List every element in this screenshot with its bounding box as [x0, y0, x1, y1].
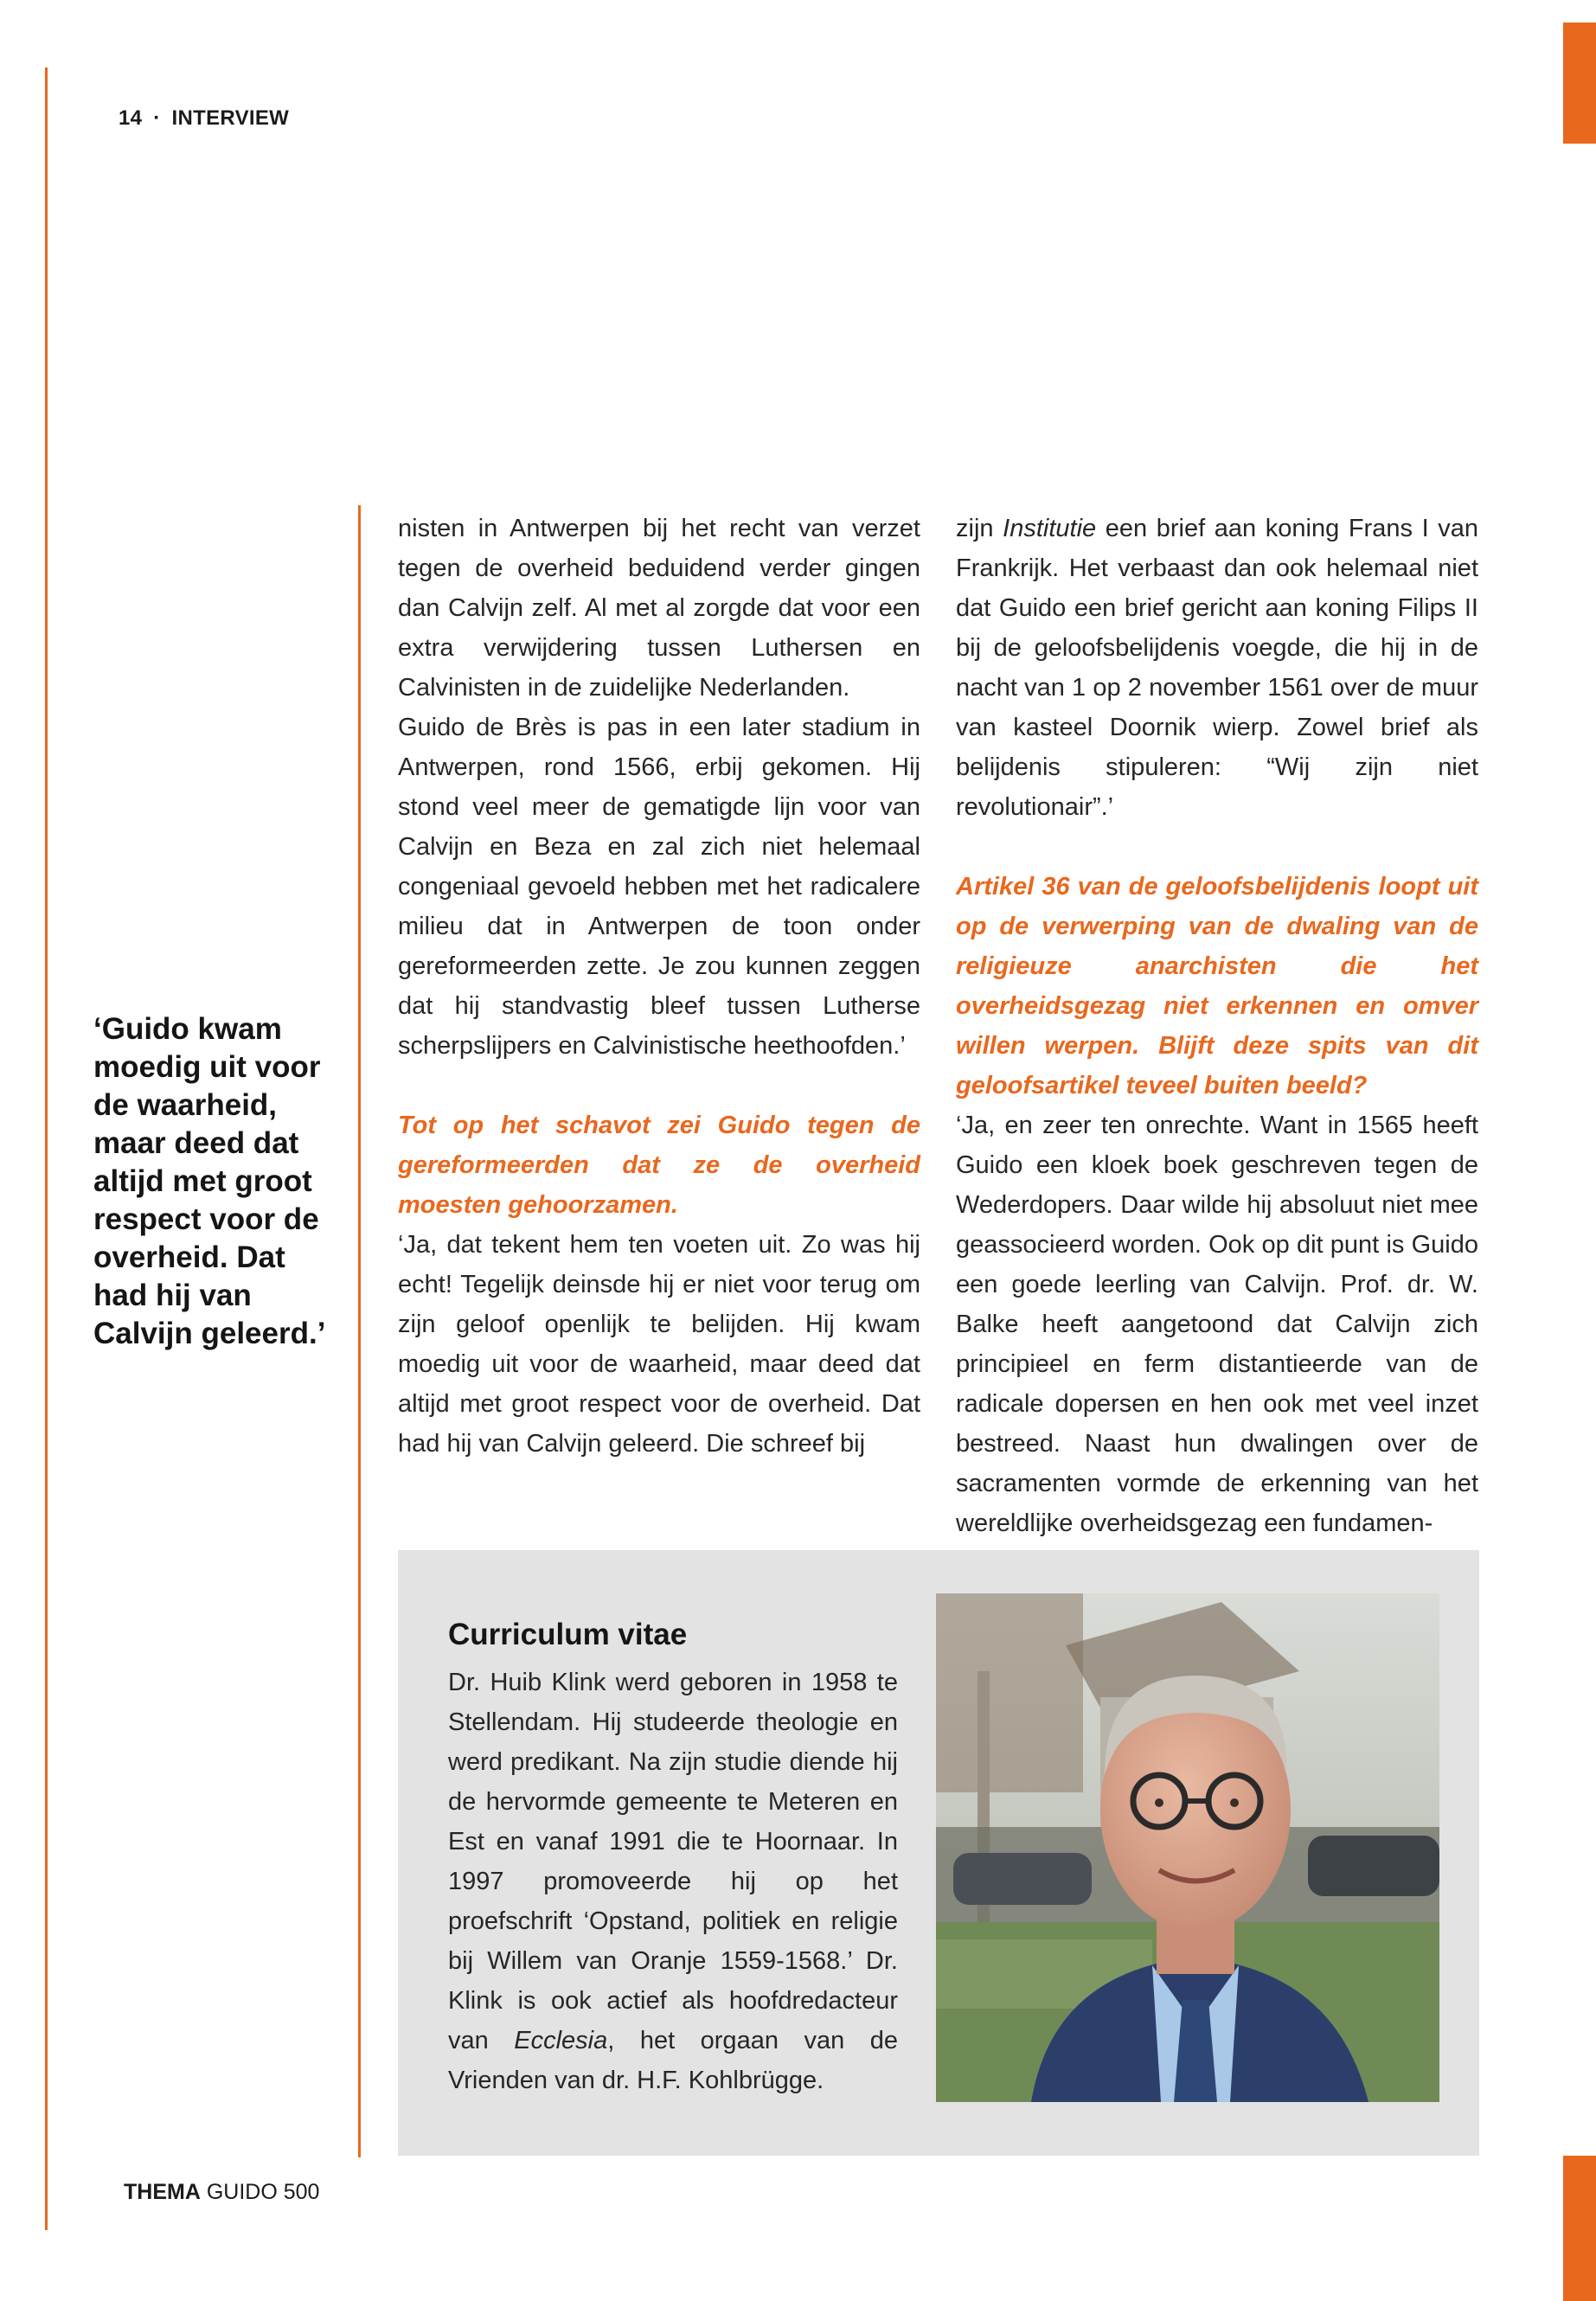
paragraph: ‘Ja, en zeer ten onrechte. Want in 1565 heeft Guido een kloek boek geschreven tegen de Wederdopers. Daar wilde hij absoluut niet mee geassocieerd worden. Ook op dit punt is Guido een goede leerling van Calvijn. Prof. dr. W. Balke heeft aangetoond dat Calvijn zich principieel en ferm distantieerde van de radicale dopersen en hen ook met veel inzet bestreed. Naast hun dwalingen over de sacramenten vormde de erkenning van het wereldlijke overheidsgezag een fundamen- — [956, 1112, 1478, 1537]
portrait-photo-icon — [936, 1593, 1439, 2102]
publication-name: Ecclesia — [514, 2027, 608, 2054]
left-margin-rule — [45, 67, 48, 2230]
header-separator: · — [153, 106, 161, 130]
column-divider-rule — [358, 505, 361, 2157]
footer-title: GUIDO 500 — [206, 2180, 320, 2204]
pull-quote: ‘Guido kwam moedig uit voor de waarheid, maar deed dat altijd met groot respect voor de overheid. Dat had hij van Calvijn geleerd.’ — [93, 1012, 326, 1350]
bottom-edge-tab — [1563, 2156, 1596, 2301]
text-run: zijn — [956, 515, 1003, 542]
footer-brand: THEMA — [124, 2180, 201, 2204]
paragraph: nisten in Antwerpen bij het recht van verzet tegen de overheid beduidend verder gingen dan Calvijn zelf. Al met al zorgde dat voor een extra verwijdering tussen Luthersen en Calvinisten in de zuidelijke Nederlanden. — [398, 515, 920, 702]
interview-question: Artikel 36 van de geloofsbelijdenis loopt uit op de verwerping van de dwaling van de religieuze anarchisten die het overheidsgezag niet erkennen en omver willen werpen. Blijft deze spits van dit geloofsartikel teveel buiten beeld? — [956, 873, 1478, 1099]
cv-text — [448, 1663, 898, 2100]
cv-box — [398, 1550, 1479, 2156]
article-column-2 — [956, 509, 1478, 1543]
text-run: Dr. Huib Klink werd geboren in 1958 te Stellendam. Hij studeerde theologie en werd predikant. Na zijn studie diende hij de hervormde gemeente te Meteren en Est en vanaf 1991 die te Hoornaar. In 1997 promoveerde hij op het proefschrift ‘Opstand, politiek en religie bij Willem van Oranje 1559-1568.’ Dr. Klink is ook actief als hoofdredacteur van — [448, 1669, 898, 2054]
article-column-1 — [398, 509, 920, 1464]
text-run: een brief aan koning Frans I van Frankrijk. Het verbaast dan ook helemaal niet dat Guido een brief gericht aan koning Filips II bij de geloofsbelijdenis voegde, die hij in de nacht van 1 op 2 november 1561 over de muur van kasteel Doornik wierp. Zowel brief als belijdenis stipuleren: “Wij zijn niet revolutionair”.’ — [956, 515, 1479, 821]
running-header — [119, 106, 289, 131]
paragraph: Guido de Brès is pas in een later stadium in Antwerpen, rond 1566, erbij gekomen. Hij stond veel meer de gematigde lijn voor van Calvijn en Beza en zal zich niet helemaal congeniaal gevoeld hebben met het radicalere milieu dat in Antwerpen de toon onder gereformeerden zette. Je zou kunnen zeggen dat hij standvastig bleef tussen Lutherse scherpslijpers en Calvinistische heethoofden.’ — [398, 714, 920, 1060]
running-footer — [124, 2180, 319, 2205]
cv-title: Curriculum vitae — [448, 1618, 688, 1651]
text-run: , het orgaan van de Vrienden van dr. H.F. Kohlbrügge. — [448, 2027, 898, 2094]
section-label: INTERVIEW — [171, 106, 290, 130]
page-number: 14 — [119, 106, 143, 130]
top-edge-tab — [1563, 22, 1596, 144]
book-title: Institutie — [1003, 515, 1097, 542]
paragraph — [956, 509, 1478, 827]
interview-question: Tot op het schavot zei Guido tegen de gereformeerden dat ze de overheid moesten gehoorzamen. — [398, 1112, 920, 1219]
paragraph: ‘Ja, dat tekent hem ten voeten uit. Zo was hij echt! Tegelijk deinsde hij er niet voor terug om zijn geloof openlijk te belijden. Hij kwam moedig uit voor de waarheid, maar deed dat altijd met groot respect voor de overheid. Dat had hij van Calvijn geleerd. Die schreef bij — [398, 1231, 920, 1458]
